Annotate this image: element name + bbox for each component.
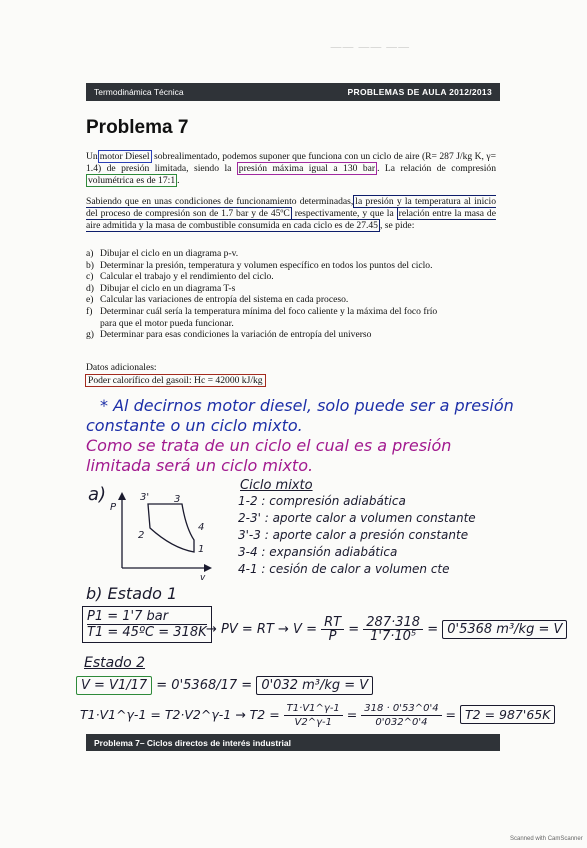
item-text: Determinar para esas condiciones la variación de entropía del universo <box>100 329 372 341</box>
item-letter: d) <box>86 282 94 294</box>
item-text: Dibujar el ciclo en un diagrama T-s <box>100 282 236 294</box>
item-letter: c) <box>86 271 94 283</box>
denominator: V2^γ-1 <box>294 717 332 728</box>
item-letter: f) <box>86 305 93 317</box>
item-letter: e) <box>86 294 94 306</box>
denominator: 0'032^0'4 <box>375 717 428 728</box>
item-letter: b) <box>86 259 94 271</box>
text-run: . <box>177 174 180 186</box>
pv-diagram <box>108 490 218 580</box>
calorific-value-box: Poder calorífico del gasoil: Hc = 42000 kJ/kg <box>85 374 266 387</box>
v-axis-label: v <box>200 573 206 580</box>
result-box-t2: T2 = 987'65K <box>460 705 555 724</box>
handwritten-note-line: limitada será un ciclo mixto. <box>86 456 314 475</box>
highlight-initial-conditions: la presión y la temperatura al inicio del proceso de compresión son de 1.7 bar y de 45ºC <box>86 196 496 219</box>
problem-title: Problema 7 <box>86 117 189 138</box>
highlight-max-pressure: presión máxima igual a 130 bar <box>238 162 376 174</box>
adiabatic-equation: T1·V1^γ-1 = T2·V2^γ-1 → T2 = $\frac{T1\cdot V1\^{}\gamma-1}{V2\^{}\gamma-1}$ = $\frac{318 \cdot 0'53\^{}0'4}{0'032\^{}0'4}$ = T2 = 987'65K <box>80 702 555 729</box>
course-title: Termodinámica Técnica <box>94 87 184 97</box>
handwritten-note-line: Como se trata de un ciclo el cual es a presión <box>86 436 452 455</box>
part-a-label: a) <box>88 484 107 505</box>
point-3p-label: 3' <box>140 492 150 503</box>
item-letter: a) <box>86 248 94 259</box>
fraction <box>361 702 441 729</box>
item-letter: g) <box>86 329 94 341</box>
result-box-v1: 0'5368 m³/kg = V <box>442 620 567 639</box>
v2-box: V = V1/17 <box>76 676 152 695</box>
item-text: Determinar cuál sería la temperatura mínima del foco caliente y la máxima del foco frío <box>100 305 438 317</box>
cycle-title: Ciclo mixto <box>240 478 313 493</box>
denominator: P <box>328 629 337 644</box>
v-axis-arrow-icon <box>204 564 212 572</box>
list-item <box>86 283 496 295</box>
cycle-step: 1-2 : compresión adiabática <box>238 494 406 508</box>
page-header <box>86 83 500 101</box>
list-item <box>86 329 496 341</box>
point-2-label: 2 <box>138 530 145 541</box>
t1-value: T1 = 45ºC = 318K <box>87 625 207 640</box>
cycle-step: 3-4 : expansión adiabática <box>238 545 398 559</box>
course-section: PROBLEMAS DE AULA 2012/2013 <box>347 87 492 97</box>
text-run: sobrealimentado, podemos suponer que funciona con un ciclo de aire (R= 287 J/kg K, γ= 1.4) de presión limitada, siendo la <box>86 151 497 174</box>
point-4-label: 4 <box>198 522 205 533</box>
intro-paragraph-1 <box>86 151 496 186</box>
text-run: respectivamente, y que la <box>294 207 394 219</box>
handwritten-note-line: * Al decirnos motor diesel, solo puede ser a presión <box>100 396 514 415</box>
question-list <box>86 248 496 341</box>
state-2-volume <box>76 678 373 693</box>
item-text: Calcular el trabajo y el rendimiento del ciclo. <box>100 271 274 283</box>
item-text: Determinar la presión, temperatura y volumen específico en todos los puntos del ciclo. <box>100 259 433 271</box>
list-item <box>86 271 496 283</box>
numerator: 318 · 0'53^0'4 <box>361 702 441 716</box>
point-1-label: 1 <box>198 544 205 555</box>
cycle-step: 4-1 : cesión de calor a volumen cte <box>238 562 450 576</box>
text-run: . La relación de compresión <box>377 162 496 174</box>
highlight-motor-diesel: motor Diesel <box>99 151 150 162</box>
cycle-curve <box>148 504 194 552</box>
intro-paragraph-2 <box>86 196 496 231</box>
list-item <box>86 260 496 272</box>
p-axis-arrow-icon <box>118 492 126 500</box>
part-b-label: b) Estado 1 <box>86 584 178 603</box>
item-text: Calcular las variaciones de entropía del sistema en cada proceso. <box>100 294 349 306</box>
numerator: 287·318 <box>363 616 423 630</box>
cycle-step: 3'-3 : aporte calor a presión constante <box>238 528 469 542</box>
equation-text: → PV = RT → V = <box>206 622 317 637</box>
bleed-through-text: —— —— —— <box>330 40 410 54</box>
result-box-v2: 0'032 m³/kg = V <box>256 676 373 695</box>
numerator: T1·V1^γ-1 <box>284 702 343 716</box>
ideal-gas-equation: → PV = RT → V = $\frac{RT}{P}$ = $\frac{287\cdot 318}{\text{1'7·10⁵}}$ = 0'5368 m³/kg = V <box>206 616 567 643</box>
p-axis-label: P <box>110 502 117 513</box>
v2-calculation: = 0'5368/17 = <box>156 678 253 693</box>
page-footer: Problema 7– Ciclos directos de interés industrial <box>86 734 500 751</box>
cycle-step: 2-3' : aporte calor a volumen constante <box>238 511 476 525</box>
highlight-compression-ratio: volumétrica es de 17:1 <box>88 174 176 186</box>
item-text: para que el motor pueda funcionar. <box>100 317 234 329</box>
text-run: Un <box>86 151 98 162</box>
scanner-watermark: Scanned with CamScanner <box>510 836 583 842</box>
fraction <box>284 702 343 729</box>
item-text: Dibujar el ciclo en un diagrama p-v. <box>100 248 239 259</box>
text-run: Sabiendo que en unas condiciones de funcionamiento determinadas, <box>86 196 354 207</box>
equation-text: T1·V1^γ-1 = T2·V2^γ-1 → T2 = <box>80 707 280 722</box>
additional-data-title: Datos adicionales: <box>86 362 157 373</box>
list-item-continuation <box>86 318 496 330</box>
numerator: RT <box>321 616 344 630</box>
point-3-label: 3 <box>174 494 181 505</box>
state-2-label: Estado 2 <box>84 655 146 671</box>
highlight-air-fuel-ratio: relación entre la masa de aire admitida y la masa de combustible consumida en cada ciclo es de 27.45 <box>86 207 496 231</box>
handwritten-note-line: constante o un ciclo mixto. <box>86 416 303 435</box>
p1-value: P1 = 1'7 bar <box>87 609 169 624</box>
list-item <box>86 306 496 318</box>
list-item <box>86 248 496 260</box>
state-1-box <box>82 606 212 643</box>
fraction <box>363 616 423 643</box>
denominator: 1'7·10⁵ <box>370 629 417 644</box>
text-run: , se pide: <box>379 219 415 231</box>
fraction <box>321 616 344 643</box>
list-item <box>86 294 496 306</box>
